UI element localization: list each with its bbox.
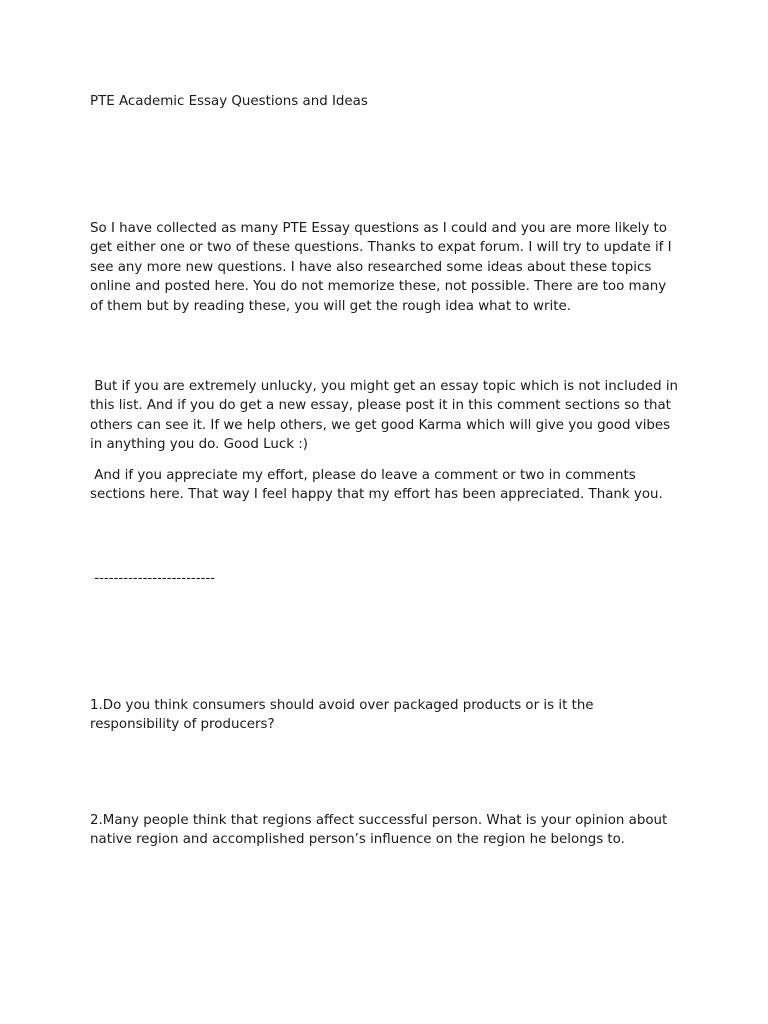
document-title: PTE Academic Essay Questions and Ideas bbox=[90, 94, 368, 109]
appreciation-paragraph: And if you appreciate my effort, please do leave a comment or two in comments sections here. That way I feel happy that my effort has been appreciated. Thank you. bbox=[90, 468, 663, 503]
question-2: 2.Many people think that regions affect successful person. What is your opinion about native region and accomplished person’s influence on the region he belongs to. bbox=[90, 813, 672, 848]
intro-paragraph: So I have collected as many PTE Essay questions as I could and you are more likely to get either one or two of these questions. Thanks to expat forum. I will try to update if I see any more new questions. I have also researched some ideas about these topics online and posted here. You do not memorize these, not possible. There are too many of them but by reading these, you will get the rough idea what to write. bbox=[90, 221, 676, 314]
question-1: 1.Do you think consumers should avoid over packaged products or is it the responsibility of producers? bbox=[90, 698, 598, 733]
dashed-separator: ------------------------- bbox=[90, 571, 216, 586]
unlucky-paragraph: But if you are extremely unlucky, you might get an essay topic which is not included in this list. And if you do get a new essay, please post it in this comment sections so that others can see it. If we help others, we get good Karma which will give you good vibes in anything you do. Good Luck :) bbox=[90, 379, 683, 453]
